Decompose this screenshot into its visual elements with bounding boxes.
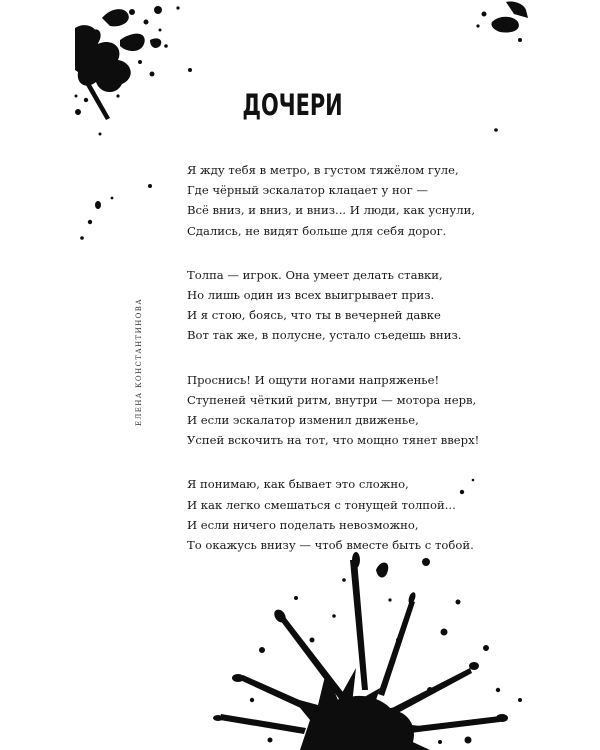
poem-line: И как легко смешаться с тонущей толпой... xyxy=(187,497,456,512)
poem-line: Толпа — игрок. Она умеет делать ставки, xyxy=(187,267,443,282)
poem-line: Но лишь один из всех выигрывает приз. xyxy=(187,288,435,303)
poem-body xyxy=(187,160,527,579)
poem-line: Проснись! И ощути ногами напряженье! xyxy=(187,372,440,387)
poem-line: И если эскалатор изменил движенье, xyxy=(187,413,419,428)
stanza-3 xyxy=(187,370,527,451)
poem-line: Успей вскочить на тот, что мощно тянет вверх! xyxy=(187,433,480,448)
poem-line: Всё вниз, и вниз, и вниз... И люди, как уснули, xyxy=(187,203,476,218)
stanza-1 xyxy=(187,160,527,241)
author-name: ЕЛЕНА КОНСТАНТИНОВА xyxy=(135,297,143,427)
poem-line: И если ничего поделать невозможно, xyxy=(187,517,419,532)
poem-line: Где чёрный эскалатор клацает у ног — xyxy=(187,183,429,198)
poem-line: Сдались, не видят больше для себя дорог. xyxy=(187,223,447,238)
stanza-4 xyxy=(187,474,527,555)
poem-line: То окажусь внизу — чтоб вместе быть с тобой. xyxy=(187,538,474,553)
poem-title: ДОЧЕРИ xyxy=(242,88,343,122)
poem-line: Я понимаю, как бывает это сложно, xyxy=(187,477,409,492)
poem-line: И я стою, боясь, что ты в вечерней давке xyxy=(187,308,441,323)
poem-line: Ступеней чёткий ритм, внутри — мотора нерв, xyxy=(187,392,477,407)
stanza-2 xyxy=(187,265,527,346)
poem-line: Вот так же, в полусне, устало съедешь вниз. xyxy=(187,328,462,343)
poem-line: Я жду тебя в метро, в густом тяжёлом гуле, xyxy=(187,163,459,177)
